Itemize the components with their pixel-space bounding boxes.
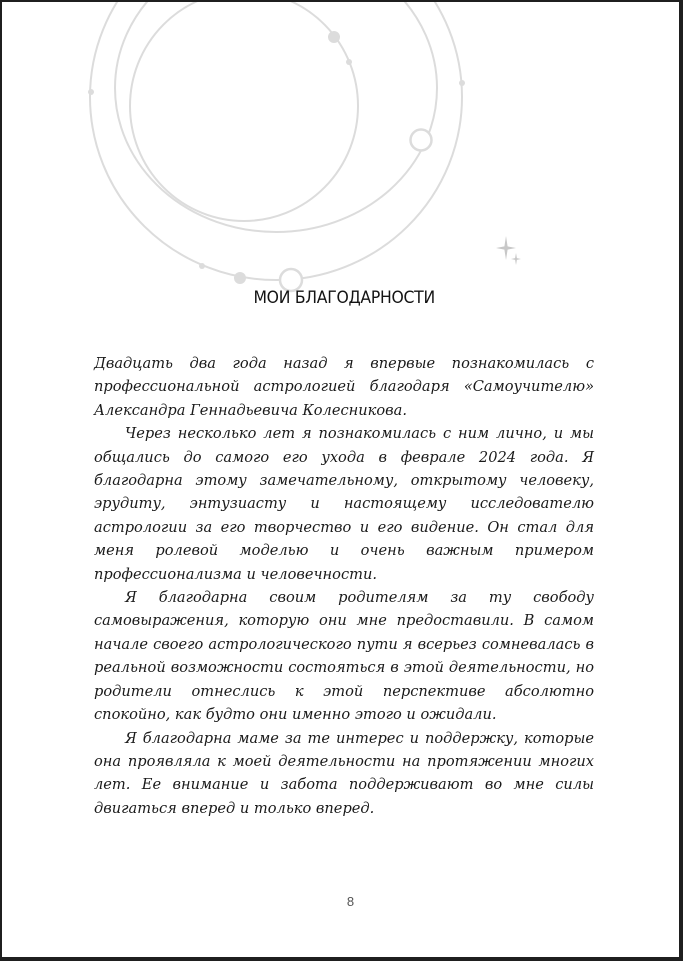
- paragraph-intro: Двадцать два года назад я впервые познакомилась с профессиональной астрологией благодаря «Самоучителю» Александра Геннадьевича Колесникова.: [94, 355, 594, 419]
- planet-dot: [459, 80, 465, 86]
- page-number: 8: [346, 894, 355, 909]
- planet-dot: [234, 272, 246, 284]
- sparkle-stars-icon: [496, 236, 521, 265]
- planet-dot: [346, 59, 352, 65]
- planet-dot: [88, 89, 94, 95]
- book-page: [2, 2, 679, 957]
- inner-orbit: [130, 2, 358, 221]
- planet-dot: [328, 31, 340, 43]
- page-title: МОИ БЛАГОДАРНОСТИ: [253, 288, 435, 308]
- paragraph-parents: Я благодарна своим родителям за ту свободу самовыражения, которую они мне предоставили. В самом начале своего астрологического пути я всерьез сомневалась в реальной возможности состояться в этой деятельности, но родители отнеслись к этой перспективе абсолютно спокойно, как будто они именно этого и ожидали.: [94, 589, 594, 724]
- paragraph-mother: Я благодарна маме за те интерес и поддержку, которые она проявляла к моей деятельности на протяжении многих лет. Ее внимание и забота поддерживают во мне силы двигаться вперед и только вперед.: [94, 729, 594, 817]
- planet-dot: [199, 263, 205, 269]
- paragraph-kolesnikov: Через несколько лет я познакомилась с ним лично, и мы общались до самого его ухода в феврале 2024 года. Я благодарна этому замечательному, открытому человеку, эрудиту, энтузиасту и настоящему исследователю астрологии за его творчество и его видение. Он стал для меня ролевой моделью и очень важным примером профессионализма и человечности.: [94, 425, 594, 583]
- outer-orbit: [90, 2, 462, 280]
- body-text: [94, 352, 594, 820]
- middle-orbit: [115, 2, 437, 232]
- hollow-planet: [411, 130, 432, 151]
- orbits-illustration: [2, 2, 679, 320]
